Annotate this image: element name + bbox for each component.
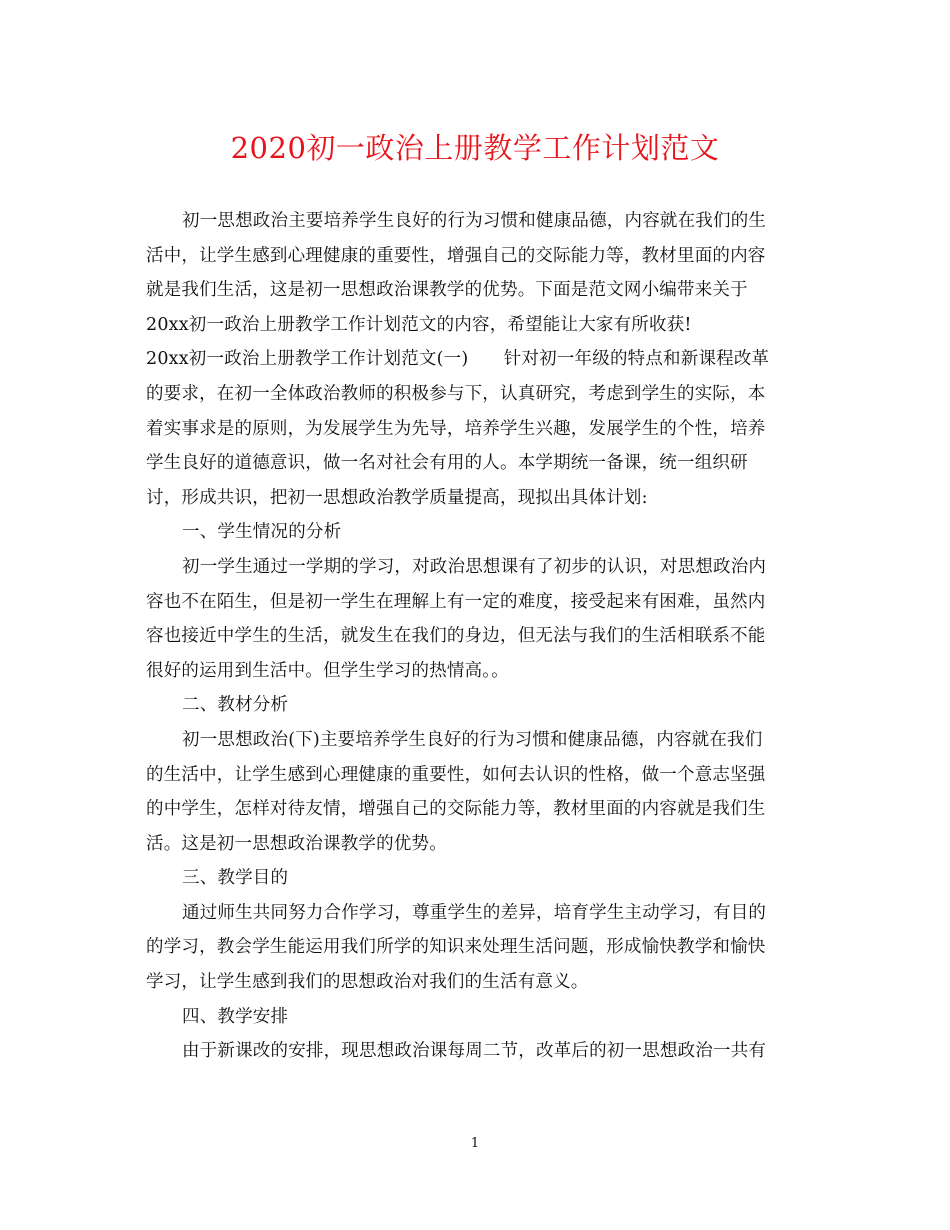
body-line: 很好的运用到生活中。但学生学习的热情高。。 [146, 660, 509, 681]
document-title: 2020初一政治上册教学工作计划范文 [230, 131, 720, 165]
body-line: 活。这是初一思想政治课教学的优势。 [146, 833, 447, 854]
body-line: 的要求，在初一全体政治教师的积极参与下，认真研究，考虑到学生的实际，本 [146, 383, 766, 404]
body-line: 初一思想政治主要培养学生良好的行为习惯和健康品德，内容就在我们的生 [182, 211, 767, 231]
section-heading: 二、教材分析 [182, 695, 289, 716]
document-body [146, 204, 806, 1069]
body-line: 初一学生通过一学期的学习，对政治思想课有了初步的认识，对思想政治内 [182, 556, 767, 577]
body-line: 讨，形成共识，把初一思想政治教学质量提高，现拟出具体计划: [146, 487, 648, 508]
page-number: 1 [470, 1136, 480, 1151]
section-heading: 四、教学安排 [182, 1006, 289, 1027]
body-line: 的学习，教会学生能运用我们所学的知识来处理生活问题，形成愉快教学和愉快 [146, 937, 766, 958]
body-line: 的中学生，怎样对待友情，增强自己的交际能力等，教材里面的内容就是我们生 [146, 799, 766, 820]
section-heading: 三、教学目的 [182, 868, 289, 889]
body-line: 学习，让学生感到我们的思想政治对我们的生活有意义。 [146, 972, 589, 993]
body-line: 初一思想政治(下)主要培养学生良好的行为习惯和健康品德，内容就在我们 [182, 729, 763, 750]
body-line: 的生活中，让学生感到心理健康的重要性，如何去认识的性格，做一个意志坚强 [146, 764, 766, 785]
section-heading: 一、学生情况的分析 [182, 522, 342, 543]
body-line: 20xx初一政治上册教学工作计划范文(一) 针对初一年级的特点和新课程改革 [146, 349, 770, 370]
body-line: 活中，让学生感到心理健康的重要性，增强自己的交际能力等，教材里面的内容 [146, 245, 766, 266]
body-line: 由于新课改的安排，现思想政治课每周二节，改革后的初一思想政治一共有 [182, 1041, 767, 1062]
body-line: 容也接近中学生的生活，就发生在我们的身边，但无法与我们的生活相联系不能 [146, 626, 766, 647]
body-line: 容也不在陌生，但是初一学生在理解上有一定的难度，接受起来有困难，虽然内 [146, 591, 766, 612]
body-line: 通过师生共同努力合作学习，尊重学生的差异，培育学生主动学习，有目的 [182, 902, 767, 923]
body-line: 20xx初一政治上册教学工作计划范文的内容，希望能让大家有所收获! [146, 314, 692, 335]
body-line: 学生良好的道德意识，做一名对社会有用的人。本学期统一备课，统一组织研 [146, 453, 748, 474]
body-line: 就是我们生活，这是初一思想政治课教学的优势。下面是范文网小编带来关于 [146, 280, 748, 301]
body-line: 着实事求是的原则，为发展学生为先导，培养学生兴趣，发展学生的个性，培养 [146, 418, 766, 439]
